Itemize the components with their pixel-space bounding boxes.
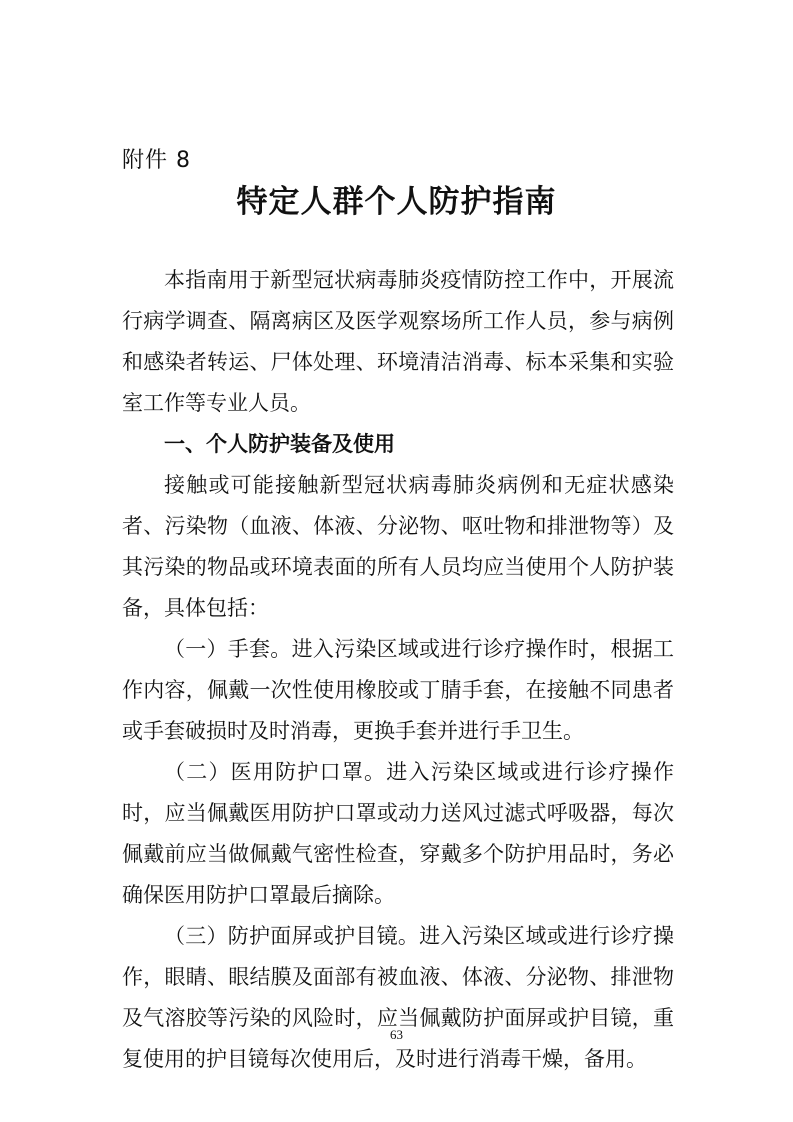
item-text: 进入污染区域或进行诊疗操作时，根据工作内容，佩戴一次性使用橡胶或丁腈手套，在接触不同患者或手套破损时及时消毒，更换手套并进行手卫生。 — [122, 637, 675, 743]
attachment-label: 附件 8 — [122, 148, 191, 173]
item-respirator — [122, 752, 674, 916]
section-paragraph: 接触或可能接触新型冠状病毒肺炎病例和无症状感染者、污染物（血液、体液、分泌物、呕吐物和排泄物等）及其污染的物品或环境表面的所有人员均应当使用个人防护装备，具体包括： — [122, 473, 674, 620]
item-text: 进入污染区域或进行诊疗操作，眼睛、眼结膜及面部有被血液、体液、分泌物、排泄物及气溶胶等污染的风险时，应当佩戴防护面屏或护目镜，重复使用的护目镜每次使用后，及时进行消毒干燥，备用。 — [122, 924, 675, 1071]
document-body — [122, 260, 674, 1080]
section-heading: 一、个人防护装备及使用 — [164, 432, 395, 456]
item-lead: （一）手套。 — [164, 637, 292, 661]
item-lead: （三）防护面屏或护目镜。 — [164, 924, 420, 948]
item-gloves — [122, 629, 674, 752]
item-text: 进入污染区域或进行诊疗操作时，应当佩戴医用防护口罩或动力送风过滤式呼吸器，每次佩戴前应当做佩戴气密性检查，穿戴多个防护用品时，务必确保医用防护口罩最后摘除。 — [122, 760, 675, 907]
intro-paragraph: 本指南用于新型冠状病毒肺炎疫情防控工作中，开展流行病学调查、隔离病区及医学观察场所工作人员，参与病例和感染者转运、尸体处理、环境清洁消毒、标本采集和实验室工作等专业人员。 — [122, 268, 674, 415]
page-title: 特定人群个人防护指南 — [236, 184, 557, 220]
item-lead: （二）医用防护口罩。 — [164, 760, 387, 784]
page-number: 63 — [390, 1027, 403, 1042]
item-face-shield — [122, 916, 674, 1080]
